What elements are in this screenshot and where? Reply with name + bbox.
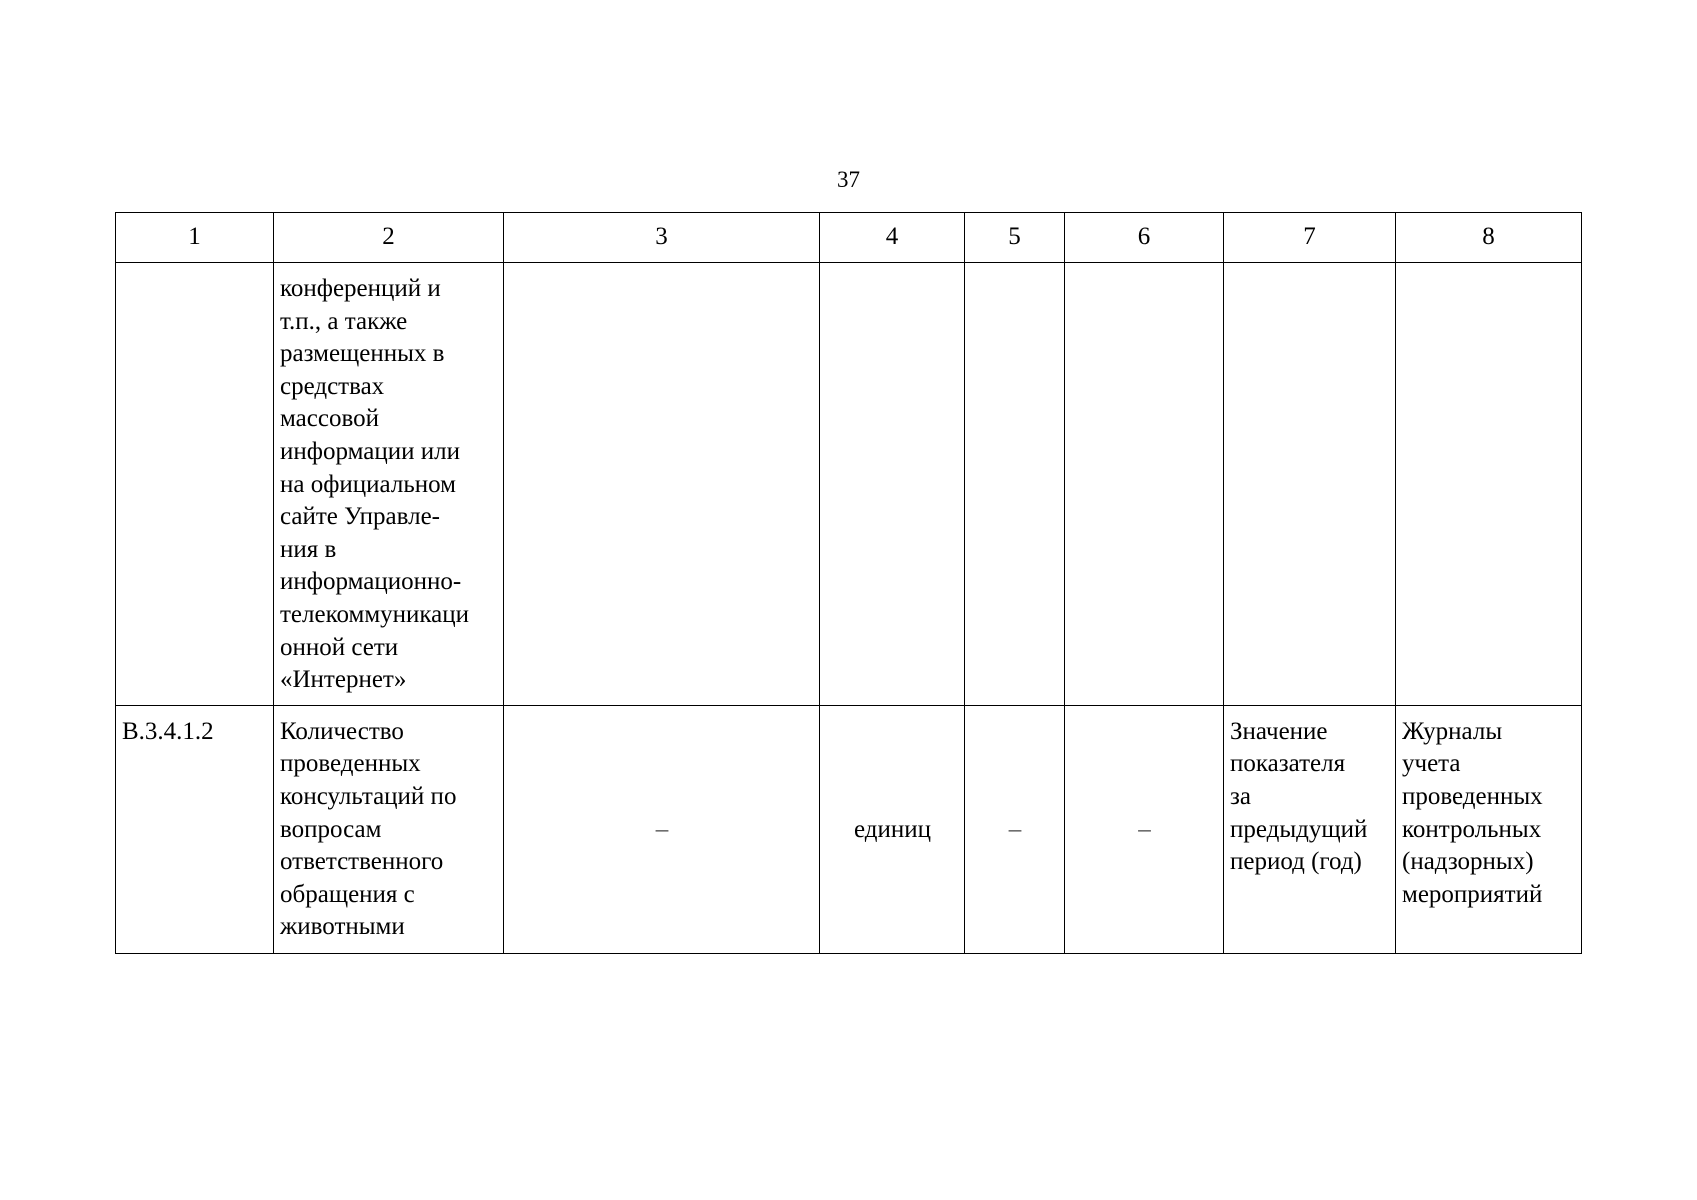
- continuation-code-cell: [116, 263, 274, 706]
- text-line: т.п., а также: [280, 307, 408, 335]
- table-row-continuation: [116, 263, 1582, 706]
- header-cell-6: 6: [1065, 213, 1224, 263]
- text-line: ния в: [280, 535, 337, 563]
- text-line: животными: [280, 913, 405, 941]
- text-line: предыдущий: [1230, 815, 1368, 843]
- dash-value: –: [655, 815, 669, 843]
- col5-cell: [965, 705, 1065, 953]
- text-line: сайте Управле-: [280, 503, 440, 531]
- text-line: контрольных: [1402, 815, 1542, 843]
- header-cell-8: 8: [1396, 213, 1582, 263]
- text-line: консультаций по: [280, 782, 457, 810]
- continuation-empty-cell-8: [1396, 263, 1582, 706]
- header-cell-2: 2: [274, 213, 504, 263]
- continuation-empty-cell-3: [504, 263, 820, 706]
- unit-cell: единиц: [820, 705, 965, 953]
- text-line: вопросам: [280, 815, 382, 843]
- text-line: (надзорных): [1402, 848, 1534, 876]
- indicator-table: [115, 212, 1582, 954]
- header-cell-1: 1: [116, 213, 274, 263]
- text-line: показателя: [1230, 750, 1346, 778]
- header-cell-7: 7: [1224, 213, 1396, 263]
- continuation-empty-cell-4: [820, 263, 965, 706]
- indicator-code-cell: В.3.4.1.2: [116, 705, 274, 953]
- text-line: средствах: [280, 372, 385, 400]
- table-row: [116, 705, 1582, 953]
- base-value-cell: [1224, 705, 1396, 953]
- continuation-indicator-cell: [274, 263, 504, 706]
- dash-value: –: [1008, 815, 1022, 843]
- text-line: «Интернет»: [280, 666, 407, 694]
- text-line: размещенных в: [280, 340, 445, 368]
- text-line: учета: [1402, 750, 1461, 778]
- continuation-empty-cell-7: [1224, 263, 1396, 706]
- text-line: информации или: [280, 437, 460, 465]
- source-cell: [1396, 705, 1582, 953]
- text-line: онной сети: [280, 633, 399, 661]
- continuation-empty-cell-5: [965, 263, 1065, 706]
- text-line: период (год): [1230, 848, 1362, 876]
- text-line: Количество: [280, 717, 404, 745]
- indicator-name-cell: [274, 705, 504, 953]
- text-line: проведенных: [1402, 782, 1543, 810]
- text-line: конференций и: [280, 275, 441, 302]
- text-line: обращения с: [280, 880, 415, 908]
- text-line: на официальном: [280, 470, 456, 498]
- text-line: проведенных: [280, 750, 421, 778]
- continuation-empty-cell-6: [1065, 263, 1224, 706]
- text-line: ответственного: [280, 848, 444, 876]
- text-line: телекоммуникаци: [280, 600, 470, 628]
- header-cell-5: 5: [965, 213, 1065, 263]
- text-line: за: [1230, 782, 1251, 810]
- header-cell-4: 4: [820, 213, 965, 263]
- page-number: 37: [837, 167, 860, 192]
- col3-cell: [504, 705, 820, 953]
- dash-value: –: [1138, 815, 1151, 843]
- text-line: Значение: [1230, 717, 1328, 745]
- table-header-row: [116, 213, 1582, 263]
- text-line: мероприятий: [1402, 880, 1543, 908]
- header-cell-3: 3: [504, 213, 820, 263]
- text-line: массовой: [280, 405, 379, 433]
- col6-cell: [1065, 705, 1224, 953]
- text-line: информационно-: [280, 568, 462, 596]
- text-line: Журналы: [1402, 717, 1503, 745]
